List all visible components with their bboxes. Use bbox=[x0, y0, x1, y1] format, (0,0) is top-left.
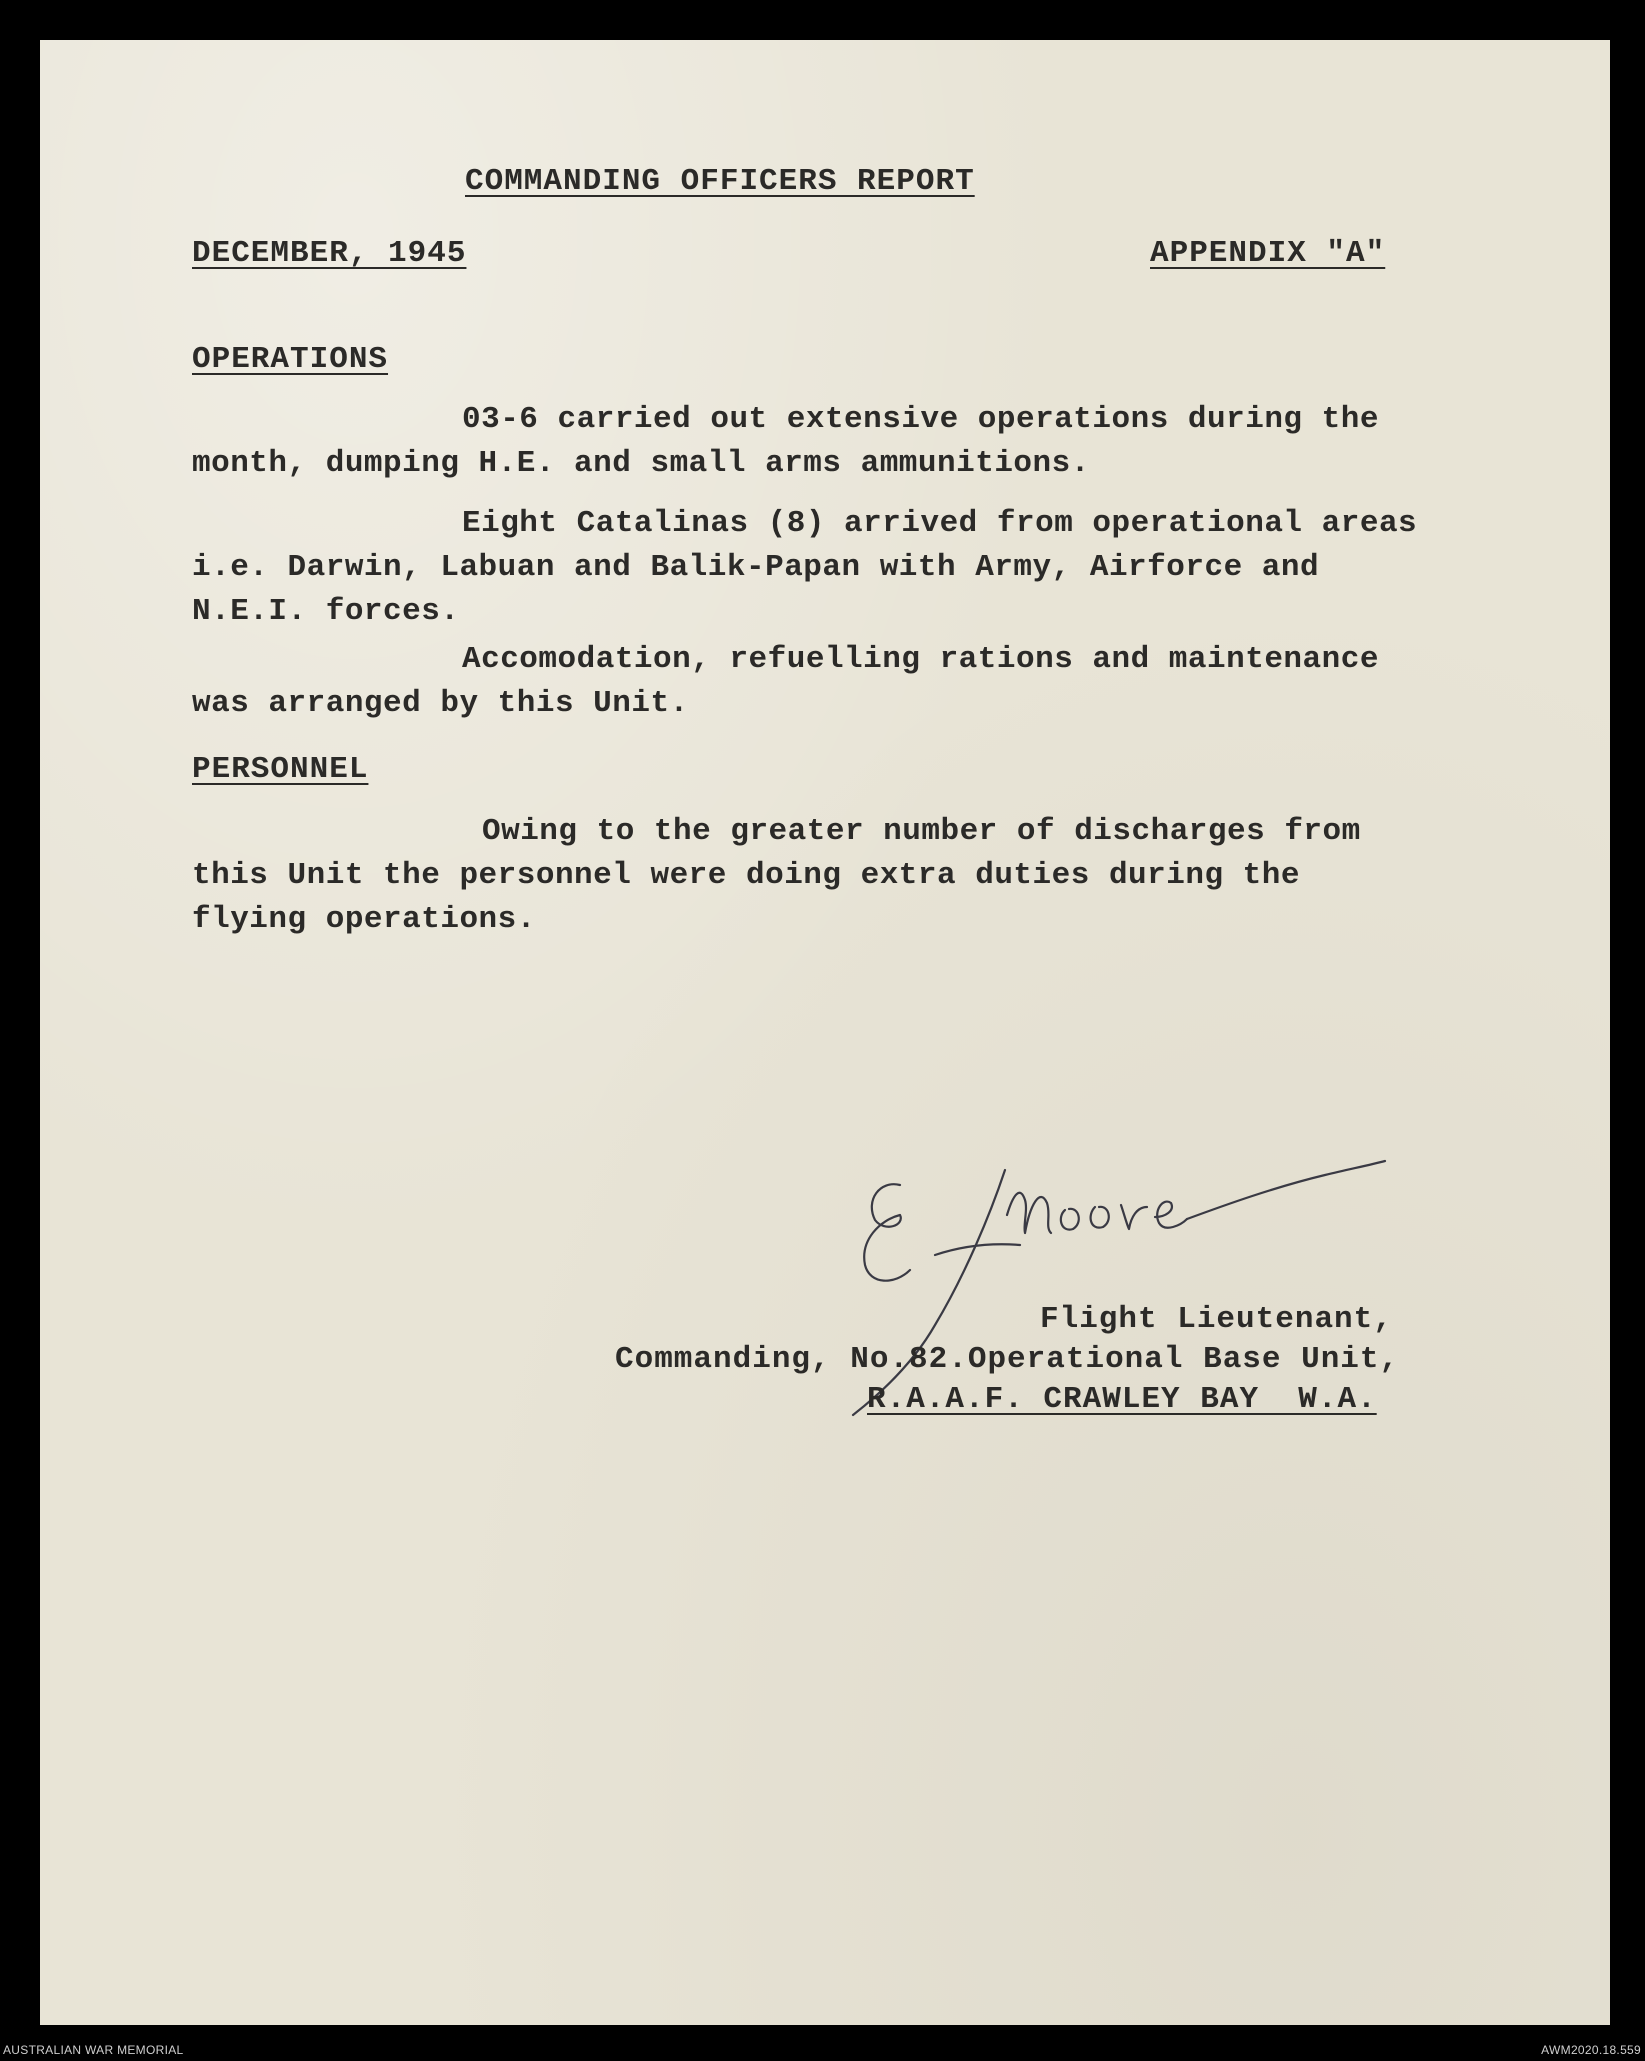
paragraph-line: 03-6 carried out extensive operations during the bbox=[462, 402, 1379, 437]
personnel-paragraph-1 bbox=[192, 810, 1361, 942]
paragraph-line: this Unit the personnel were doing extra duties during the bbox=[192, 858, 1300, 893]
signatory-position: Commanding, No.82.Operational Base Unit, bbox=[615, 1342, 1400, 1377]
appendix-label: APPENDIX "A" bbox=[1150, 236, 1386, 271]
paragraph-line: i.e. Darwin, Labuan and Balik-Papan with Army, Airforce and bbox=[192, 550, 1320, 585]
operations-paragraph-1 bbox=[192, 398, 1379, 486]
document-page bbox=[40, 40, 1610, 2025]
footer-archive-label: AUSTRALIAN WAR MEMORIAL bbox=[3, 2043, 184, 2057]
paragraph-line: flying operations. bbox=[192, 902, 536, 937]
footer-accession-number: AWM2020.18.559 bbox=[1541, 2043, 1641, 2057]
section-heading-personnel: PERSONNEL bbox=[192, 752, 369, 787]
signatory-rank: Flight Lieutenant, bbox=[1040, 1302, 1393, 1337]
document-title: COMMANDING OFFICERS REPORT bbox=[465, 164, 975, 199]
section-heading-operations: OPERATIONS bbox=[192, 342, 389, 377]
paragraph-line: Accomodation, refuelling rations and maintenance bbox=[462, 642, 1379, 677]
report-date: DECEMBER, 1945 bbox=[192, 236, 467, 271]
paragraph-line: N.E.I. forces. bbox=[192, 594, 460, 629]
signatory-location: R.A.A.F. CRAWLEY BAY W.A. bbox=[867, 1382, 1377, 1417]
paragraph-line: was arranged by this Unit. bbox=[192, 686, 689, 721]
paragraph-line: Eight Catalinas (8) arrived from operational areas bbox=[462, 506, 1418, 541]
operations-paragraph-2 bbox=[192, 502, 1417, 634]
operations-paragraph-3 bbox=[192, 638, 1379, 726]
paragraph-line: month, dumping H.E. and small arms ammunitions. bbox=[192, 446, 1090, 481]
paragraph-line: Owing to the greater number of discharges from bbox=[482, 814, 1361, 849]
